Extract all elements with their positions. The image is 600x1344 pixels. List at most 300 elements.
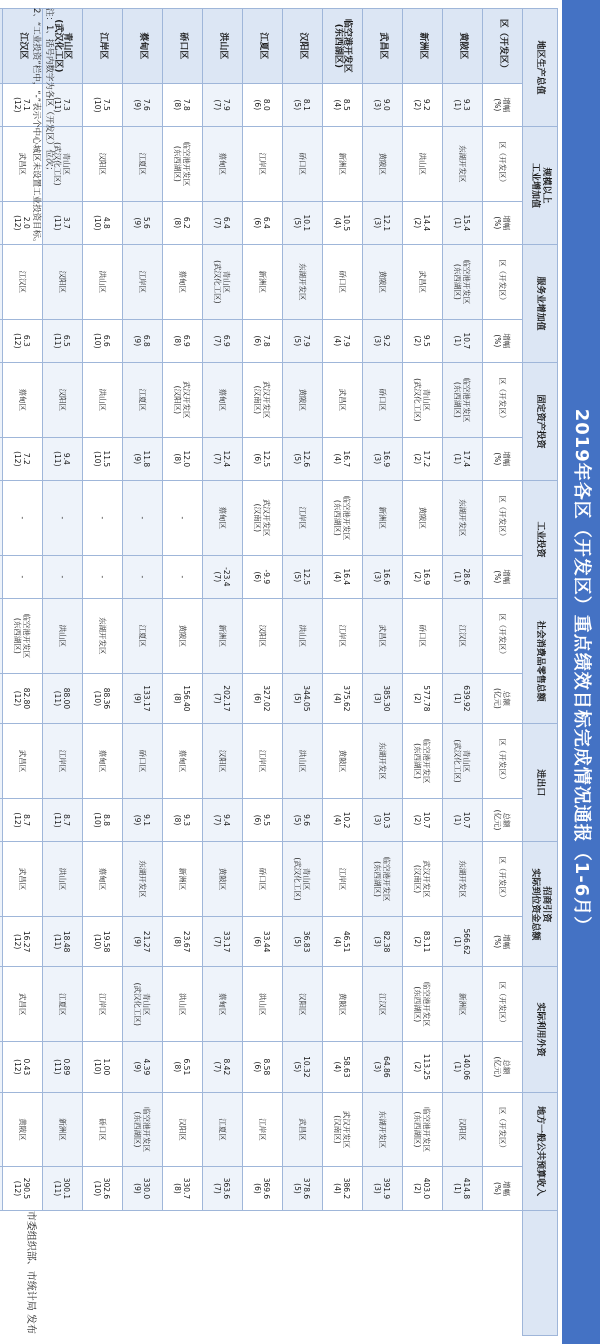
district-cell: [0, 967, 3, 1042]
district-cell: 江岸区: [283, 481, 323, 556]
district-cell: 硚口区: [243, 842, 283, 917]
district-cell: 临空港开发区 (东西湖区): [443, 363, 483, 438]
gdp-growth-cell: 7.1 (12): [3, 83, 43, 126]
district-cell: [0, 245, 3, 320]
value-cell: 7.9 (4): [323, 319, 363, 362]
col-gdp: 地区生产总值: [523, 9, 558, 127]
district-cell: 江岸区: [243, 724, 283, 799]
district-cell: 黄陂区: [363, 245, 403, 320]
district-cell: 黄陂区: [163, 599, 203, 674]
footnote-1: 注：1、括号内数字为各区（开发区）位次；: [44, 8, 54, 175]
value-cell: 6.4 (6): [243, 201, 283, 244]
value-cell: 16.4 (4): [323, 555, 363, 598]
value-cell: 9.2 (3): [363, 319, 403, 362]
row-gdp-district: 江岸区: [83, 9, 123, 84]
gdp-growth-cell: 7.9 (7): [203, 83, 243, 126]
value-cell: [0, 916, 3, 967]
district-cell: 区（开发区）: [483, 724, 523, 799]
district-cell: 硚口区: [123, 724, 163, 799]
gdp-growth-cell: 7.6 (9): [123, 83, 163, 126]
value-cell: 302.6 (10): [83, 1167, 123, 1210]
district-cell: 青山区 (武汉化工区): [283, 842, 323, 917]
value-cell: 300.1 (11): [43, 1167, 83, 1210]
district-cell: 武昌区: [3, 967, 43, 1042]
district-cell: 区（开发区）: [483, 363, 523, 438]
district-cell: 汉阳区: [283, 967, 323, 1042]
district-cell: 洪山区: [283, 724, 323, 799]
district-cell: 东湖开发区: [363, 1092, 403, 1167]
value-cell: 11.5 (10): [83, 437, 123, 480]
district-cell: 蔡甸区: [203, 967, 243, 1042]
district-cell: 江岸区: [323, 599, 363, 674]
row-gdp-district: 新洲区: [403, 9, 443, 84]
table-row: [163, 9, 203, 1336]
row-gdp-district: 江夏区: [243, 9, 283, 84]
district-cell: 江岸区: [243, 1092, 283, 1167]
table-row: [123, 9, 163, 1336]
value-cell: 10.3 (3): [363, 798, 403, 841]
value-cell: 增幅 (%): [483, 1167, 523, 1210]
district-cell: 洪山区: [83, 363, 123, 438]
value-cell: 378.6 (5): [283, 1167, 323, 1210]
value-cell: 9.5 (2): [403, 319, 443, 362]
value-cell: 58.63 (4): [323, 1042, 363, 1093]
value-cell: 3.7 (11): [43, 201, 83, 244]
value-cell: 17.2 (2): [403, 437, 443, 480]
district-cell: [0, 842, 3, 917]
value-cell: 6.6 (10): [83, 319, 123, 362]
row-gdp-district: 洪山区: [203, 9, 243, 84]
value-cell: 140.06 (1): [443, 1042, 483, 1093]
col-spare: [523, 1210, 558, 1335]
value-cell: 6.8 (9): [123, 319, 163, 362]
value-cell: 16.9 (2): [403, 555, 443, 598]
district-cell: 蔡甸区: [3, 363, 43, 438]
district-cell: 汉阳区: [43, 363, 83, 438]
value-cell: 46.51 (4): [323, 916, 363, 967]
value-cell: 8.8 (10): [83, 798, 123, 841]
report-table: [0, 8, 558, 1336]
value-cell: 9.5 (6): [243, 798, 283, 841]
value-cell: 总额 (亿元): [483, 1042, 523, 1093]
district-cell: 硚口区: [83, 1092, 123, 1167]
value-cell: 10.5 (4): [323, 201, 363, 244]
table-row: [443, 9, 483, 1336]
value-cell: 11.8 (9): [123, 437, 163, 480]
district-cell: -: [3, 481, 43, 556]
district-cell: 江夏区: [123, 363, 163, 438]
district-cell: 江夏区: [123, 127, 163, 202]
district-cell: 武昌区: [3, 127, 43, 202]
district-cell: 蔡甸区: [83, 724, 123, 799]
value-cell: 9.4 (11): [43, 437, 83, 480]
value-cell: 566.62 (1): [443, 916, 483, 967]
district-cell: 黄陂区: [283, 363, 323, 438]
value-cell: 363.6 (7): [203, 1167, 243, 1210]
district-cell: 武汉开发区 (汉南区): [243, 481, 283, 556]
table-row: [363, 9, 403, 1336]
value-cell: 369.6 (6): [243, 1167, 283, 1210]
row-gdp-district: 江汉区: [3, 9, 43, 84]
district-cell: 武汉开发区 (汉南区): [403, 842, 443, 917]
header-group-row: [523, 9, 558, 1336]
value-cell: 18.48 (11): [43, 916, 83, 967]
gdp-growth-cell: [0, 83, 3, 126]
district-cell: 武昌区: [403, 245, 443, 320]
district-cell: 蔡甸区: [163, 245, 203, 320]
district-cell: 新洲区: [363, 481, 403, 556]
district-cell: 武昌区: [363, 599, 403, 674]
gdp-growth-cell: 8.5 (4): [323, 83, 363, 126]
value-cell: -: [3, 555, 43, 598]
district-cell: 青山区 (武汉化工区): [443, 724, 483, 799]
value-cell: 16.7 (4): [323, 437, 363, 480]
value-cell: [0, 201, 3, 244]
district-cell: 区（开发区）: [483, 127, 523, 202]
table-row: [243, 9, 283, 1336]
value-cell: 330.0 (9): [123, 1167, 163, 1210]
value-cell: 375.62 (4): [323, 673, 363, 724]
value-cell: 15.4 (1): [443, 201, 483, 244]
gdp-growth-cell: 7.5 (10): [83, 83, 123, 126]
col-investment-funds: 招商引资 实际到位资金总额: [523, 842, 558, 967]
value-cell: 19.58 (10): [83, 916, 123, 967]
district-cell: 黄陂区: [203, 842, 243, 917]
district-cell: 武昌区: [3, 724, 43, 799]
value-cell: -: [83, 555, 123, 598]
district-cell: 青山区 (武汉化工区): [403, 363, 443, 438]
value-cell: 9.4 (7): [203, 798, 243, 841]
value-cell: -: [43, 555, 83, 598]
district-cell: 江汉区: [443, 599, 483, 674]
district-cell: 东湖开发区: [443, 842, 483, 917]
district-cell: 江汉区: [363, 967, 403, 1042]
district-cell: [0, 363, 3, 438]
value-cell: 12.6 (5): [283, 437, 323, 480]
value-cell: -: [123, 555, 163, 598]
value-cell: 总额 (亿元): [483, 673, 523, 724]
value-cell: 1.00 (10): [83, 1042, 123, 1093]
value-cell: [0, 555, 3, 598]
col-industry-invest: 工业投资: [523, 481, 558, 599]
value-cell: [0, 798, 3, 841]
report-body: [0, 9, 523, 1336]
footnote-2: 2、“工业投资”栏中，“-”表示个中心城区未设置工业投资目标。: [31, 8, 41, 247]
value-cell: 12.5 (6): [243, 437, 283, 480]
value-cell: [0, 673, 3, 724]
district-cell: [0, 599, 3, 674]
footnotes: [29, 8, 55, 908]
value-cell: 增幅 (%): [483, 437, 523, 480]
district-cell: 汉阳区: [243, 599, 283, 674]
district-cell: 临空港开发区 (东西湖区): [323, 481, 363, 556]
value-cell: 639.92 (1): [443, 673, 483, 724]
district-cell: 汉阳区: [43, 245, 83, 320]
district-cell: 东湖开发区: [363, 724, 403, 799]
value-cell: [0, 437, 3, 480]
district-cell: 汉阳区: [83, 127, 123, 202]
district-cell: 洪山区: [403, 127, 443, 202]
value-cell: 391.9 (3): [363, 1167, 403, 1210]
gdp-growth-cell: 9.2 (2): [403, 83, 443, 126]
value-cell: 7.9 (5): [283, 319, 323, 362]
value-cell: 4.39 (9): [123, 1042, 163, 1093]
value-cell: 2.0 (12): [3, 201, 43, 244]
district-cell: 江岸区: [323, 842, 363, 917]
col-retail-sales: 社会消费品零售总额: [523, 599, 558, 724]
value-cell: 9.3 (8): [163, 798, 203, 841]
district-cell: 临空港开发区 (东西湖区): [163, 127, 203, 202]
value-cell: 17.4 (1): [443, 437, 483, 480]
value-cell: 344.05 (5): [283, 673, 323, 724]
value-cell: 增幅 (%): [483, 201, 523, 244]
value-cell: 290.5 (12): [3, 1167, 43, 1210]
district-cell: 临空港开发区 (东西湖区): [3, 599, 43, 674]
gdp-growth-cell: 9.3 (1): [443, 83, 483, 126]
value-cell: 增幅 (%): [483, 916, 523, 967]
value-cell: [0, 319, 3, 362]
district-cell: 洪山区: [43, 842, 83, 917]
district-cell: 黄陂区: [323, 724, 363, 799]
district-cell: -: [43, 481, 83, 556]
value-cell: 10.7 (1): [443, 319, 483, 362]
row-gdp-district: 硚口区: [163, 9, 203, 84]
district-cell: 区（开发区）: [483, 1092, 523, 1167]
value-cell: 8.7 (11): [43, 798, 83, 841]
table-row: [283, 9, 323, 1336]
value-cell: 12.5 (5): [283, 555, 323, 598]
value-cell: 总额 (亿元): [483, 798, 523, 841]
value-cell: 6.51 (8): [163, 1042, 203, 1093]
district-cell: 硚口区: [283, 127, 323, 202]
col-foreign-capital: 实际利用外资: [523, 967, 558, 1092]
district-cell: 区（开发区）: [483, 245, 523, 320]
district-cell: [0, 127, 3, 202]
district-cell: 汉阳区: [203, 724, 243, 799]
value-cell: 23.67 (8): [163, 916, 203, 967]
value-cell: 33.17 (7): [203, 916, 243, 967]
value-cell: 6.5 (11): [43, 319, 83, 362]
value-cell: 414.8 (1): [443, 1167, 483, 1210]
col-import-export: 进出口: [523, 724, 558, 842]
value-cell: 6.9 (8): [163, 319, 203, 362]
district-cell: 区（开发区）: [483, 967, 523, 1042]
value-cell: 10.7 (1): [443, 798, 483, 841]
value-cell: 0.89 (11): [43, 1042, 83, 1093]
value-cell: 6.2 (8): [163, 201, 203, 244]
value-cell: 88.36 (10): [83, 673, 123, 724]
row-gdp-district: 蔡甸区: [123, 9, 163, 84]
district-cell: 武汉开发区 (汉阳区): [163, 363, 203, 438]
district-cell: 硚口区: [323, 245, 363, 320]
district-cell: [0, 1092, 3, 1167]
row-gdp-district: [0, 9, 3, 84]
district-cell: 江汉区: [3, 245, 43, 320]
value-cell: 403.0 (2): [403, 1167, 443, 1210]
row-gdp-district: 武昌区: [363, 9, 403, 84]
district-cell: 洪山区: [43, 599, 83, 674]
gdp-growth-cell: 增幅 (%): [483, 83, 523, 126]
district-cell: 武昌区: [283, 1092, 323, 1167]
table-row: [0, 9, 3, 1336]
district-cell: 武汉开发区 (汉南区): [323, 1092, 363, 1167]
district-cell: 洪山区: [243, 967, 283, 1042]
row-gdp-district: 青山区 (武汉化工区): [43, 9, 83, 84]
district-cell: 区（开发区）: [483, 842, 523, 917]
value-cell: 113.25 (2): [403, 1042, 443, 1093]
row-gdp-district: 临空港开发区 (东西湖区): [323, 9, 363, 84]
district-cell: 汉阳区: [163, 1092, 203, 1167]
row-gdp-district: 区（开发区）: [483, 9, 523, 84]
row-gdp-district: 汉阳区: [283, 9, 323, 84]
district-cell: 青山区 (武汉化工区): [203, 245, 243, 320]
district-cell: 新洲区: [163, 842, 203, 917]
district-cell: 黄陂区: [3, 1092, 43, 1167]
value-cell: 156.40 (8): [163, 673, 203, 724]
district-cell: 蔡甸区: [83, 842, 123, 917]
col-industry-added: 规模以上 工业增加值: [523, 127, 558, 245]
district-cell: 黄陂区: [323, 967, 363, 1042]
value-cell: [0, 1042, 3, 1093]
district-cell: 硚口区: [363, 363, 403, 438]
district-cell: 蔡甸区: [203, 127, 243, 202]
value-cell: 7.8 (6): [243, 319, 283, 362]
district-cell: 青山区 (武汉化工区): [43, 127, 83, 202]
district-cell: 江夏区: [203, 1092, 243, 1167]
district-cell: 黄陂区: [363, 127, 403, 202]
district-cell: 江夏区: [123, 599, 163, 674]
value-cell: 4.8 (10): [83, 201, 123, 244]
district-cell: [0, 724, 3, 799]
table-row: [203, 9, 243, 1336]
district-cell: 东湖开发区: [443, 127, 483, 202]
table-row: [403, 9, 443, 1336]
district-cell: 洪山区: [83, 245, 123, 320]
district-cell: 硚口区: [403, 599, 443, 674]
gdp-growth-cell: 7.3 (11): [43, 83, 83, 126]
value-cell: 10.7 (2): [403, 798, 443, 841]
col-service-added: 服务业增加值: [523, 245, 558, 363]
district-cell: 洪山区: [283, 599, 323, 674]
district-cell: -: [83, 481, 123, 556]
district-cell: 临空港开发区 (东西湖区): [403, 1092, 443, 1167]
row-gdp-district: 黄陂区: [443, 9, 483, 84]
district-cell: 江夏区: [43, 967, 83, 1042]
value-cell: 21.27 (9): [123, 916, 163, 967]
value-cell: 8.7 (12): [3, 798, 43, 841]
col-budget-income: 地方一般公共预算收入: [523, 1092, 558, 1210]
value-cell: 增幅 (%): [483, 555, 523, 598]
value-cell: 16.9 (3): [363, 437, 403, 480]
value-cell: 12.4 (7): [203, 437, 243, 480]
district-cell: 新洲区: [443, 967, 483, 1042]
value-cell: 6.3 (12): [3, 319, 43, 362]
value-cell: 10.2 (4): [323, 798, 363, 841]
value-cell: 16.27 (12): [3, 916, 43, 967]
district-cell: 东湖开发区: [283, 245, 323, 320]
value-cell: 9.6 (5): [283, 798, 323, 841]
value-cell: 28.6 (1): [443, 555, 483, 598]
value-cell: 增幅 (%): [483, 319, 523, 362]
district-cell: 临空港开发区 (东西湖区): [403, 724, 443, 799]
value-cell: 82.80 (12): [3, 673, 43, 724]
district-cell: 江岸区: [243, 127, 283, 202]
value-cell: 16.6 (3): [363, 555, 403, 598]
district-cell: 汉阳区: [443, 1092, 483, 1167]
value-cell: 82.38 (3): [363, 916, 403, 967]
district-cell: 江岸区: [43, 724, 83, 799]
district-cell: -: [123, 481, 163, 556]
value-cell: 12.1 (3): [363, 201, 403, 244]
district-cell: 东湖开发区: [443, 481, 483, 556]
district-cell: 蔡甸区: [203, 363, 243, 438]
value-cell: 10.32 (5): [283, 1042, 323, 1093]
value-cell: 6.4 (7): [203, 201, 243, 244]
col-fixed-asset: 固定资产投资: [523, 363, 558, 481]
value-cell: 9.1 (9): [123, 798, 163, 841]
value-cell: 8.58 (6): [243, 1042, 283, 1093]
district-cell: 青山区 (武汉化工区): [123, 967, 163, 1042]
gdp-growth-cell: 9.0 (3): [363, 83, 403, 126]
value-cell: 7.2 (12): [3, 437, 43, 480]
publisher: 市委组织部、市统计局 发布: [25, 1210, 36, 1334]
district-cell: 武昌区: [3, 842, 43, 917]
district-cell: 新洲区: [43, 1092, 83, 1167]
value-cell: 5.6 (9): [123, 201, 163, 244]
gdp-growth-cell: 8.0 (6): [243, 83, 283, 126]
district-cell: 区（开发区）: [483, 599, 523, 674]
table-row: [483, 9, 523, 1336]
district-cell: [0, 481, 3, 556]
value-cell: -23.4 (7): [203, 555, 243, 598]
value-cell: 6.9 (7): [203, 319, 243, 362]
value-cell: 88.00 (11): [43, 673, 83, 724]
value-cell: -9.9 (6): [243, 555, 283, 598]
table-row: [323, 9, 363, 1336]
value-cell: 330.7 (8): [163, 1167, 203, 1210]
value-cell: 33.44 (6): [243, 916, 283, 967]
value-cell: 8.42 (7): [203, 1042, 243, 1093]
value-cell: 133.17 (9): [123, 673, 163, 724]
district-cell: -: [163, 481, 203, 556]
value-cell: 327.02 (6): [243, 673, 283, 724]
district-cell: 新洲区: [243, 245, 283, 320]
district-cell: 洪山区: [163, 967, 203, 1042]
value-cell: -: [163, 555, 203, 598]
district-cell: 新洲区: [203, 599, 243, 674]
value-cell: 577.78 (2): [403, 673, 443, 724]
district-cell: 武昌区: [323, 363, 363, 438]
district-cell: 江岸区: [123, 245, 163, 320]
district-cell: 临空港开发区 (东西湖区): [123, 1092, 163, 1167]
table-row: [83, 9, 123, 1336]
value-cell: 386.2 (4): [323, 1167, 363, 1210]
value-cell: 385.30 (3): [363, 673, 403, 724]
district-cell: 临空港开发区 (东西湖区): [403, 967, 443, 1042]
value-cell: 0.43 (12): [3, 1042, 43, 1093]
value-cell: [0, 1167, 3, 1210]
district-cell: 新洲区: [323, 127, 363, 202]
value-cell: 10.1 (5): [283, 201, 323, 244]
district-cell: 东湖开发区: [83, 599, 123, 674]
district-cell: 江岸区: [83, 967, 123, 1042]
value-cell: 83.11 (2): [403, 916, 443, 967]
district-cell: 武汉开发区 (汉南区): [243, 363, 283, 438]
district-cell: 蔡甸区: [163, 724, 203, 799]
value-cell: 64.86 (3): [363, 1042, 403, 1093]
gdp-growth-cell: 8.1 (5): [283, 83, 323, 126]
district-cell: 蔡甸区: [203, 481, 243, 556]
